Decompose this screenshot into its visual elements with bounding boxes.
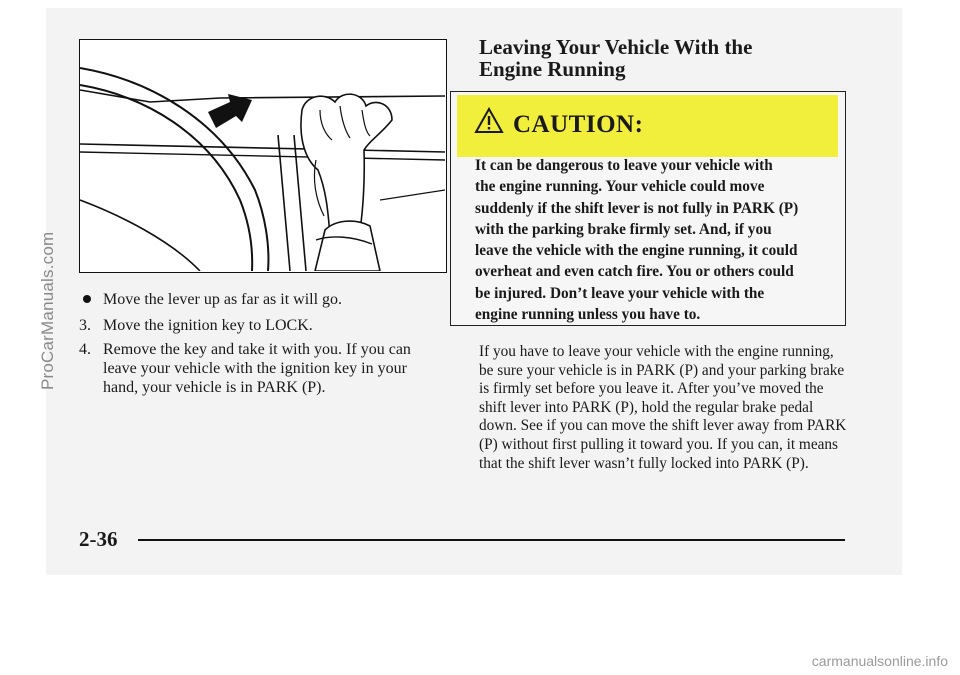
body-paragraph: If you have to leave your vehicle with the engine running, be sure your vehicle is in PARK (P) and your parking brake is firmly set before you leave it. After you’ve moved the shift lever into PARK (P), hold the regular brake pedal down. See if you can move the shift lever away from PARK (P) without first pulling it toward you. If you can, it means that the shift lever wasn’t fully locked into PARK (P). (479, 343, 847, 472)
step-3 (79, 316, 429, 335)
caution-title: CAUTION: (513, 111, 644, 138)
watermark-text: ProCarManuals.com (38, 231, 57, 390)
caution-header (457, 95, 838, 157)
warning-triangle-icon (474, 107, 504, 134)
caution-line: overheat and even catch fire. You or others could (475, 263, 794, 281)
section-title (479, 36, 859, 80)
caution-line: leave the vehicle with the engine running, it could (475, 242, 798, 260)
hand-on-shift-lever-illustration (80, 40, 445, 271)
caution-line: It can be dangerous to leave your vehicle with (475, 157, 773, 174)
caution-box (450, 91, 846, 326)
section-title-line-2: Engine Running (479, 57, 626, 81)
left-column-text (79, 290, 429, 402)
caution-line: engine running unless you have to. (475, 306, 701, 324)
caution-text (475, 155, 841, 325)
step-text: Move the ignition key to LOCK. (103, 317, 313, 334)
caution-line: the engine running. Your vehicle could move (475, 178, 765, 196)
caution-line: suddenly if the shift lever is not fully in PARK (P) (475, 199, 799, 217)
bullet-item (79, 290, 429, 309)
step-text: Remove the key and take it with you. If you can leave your vehicle with the ignition key in your hand, your vehicle is in PARK (P). (103, 341, 411, 396)
bullet-dot (83, 295, 91, 303)
step-4 (79, 340, 429, 397)
step-number: 4. (79, 341, 91, 358)
caution-line: with the parking brake firmly set. And, if you (475, 220, 772, 238)
shift-lever-illustration (79, 39, 447, 273)
section-title-line-1: Leaving Your Vehicle With the (479, 35, 753, 59)
step-number: 3. (79, 317, 91, 334)
site-logo: carmanualsonline.info (811, 653, 948, 669)
footer-rule (138, 539, 845, 541)
caution-line: be injured. Don’t leave your vehicle with the (475, 284, 765, 302)
page-number: 2-36 (79, 527, 118, 551)
bullet-text: Move the lever up as far as it will go. (103, 291, 343, 308)
